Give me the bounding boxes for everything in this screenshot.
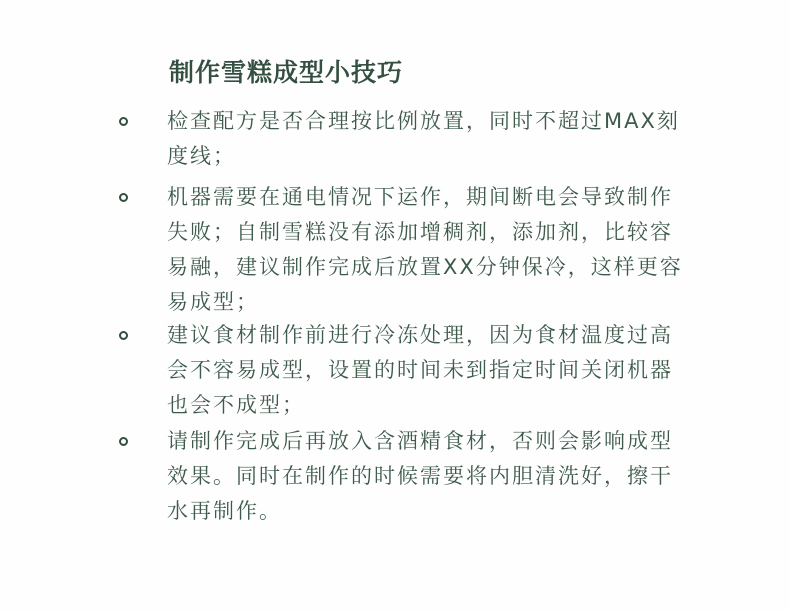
tip-line: 效果。同时在制作的时候需要将内胆清洗好，擦干 xyxy=(167,464,673,488)
bullet-circle-icon xyxy=(119,331,128,340)
tip-line: 也会不成型； xyxy=(167,393,305,417)
tip-line: 机器需要在通电情况下运作，期间断电会导致制作 xyxy=(167,185,673,209)
tip-line: 会不容易成型，设置的时间未到指定时间关闭机器 xyxy=(167,358,673,382)
bullet-circle-icon xyxy=(119,193,128,202)
tip-text xyxy=(167,180,727,320)
tip-line: 失败；自制雪糕没有添加增稠剂，添加剂，比较容 xyxy=(167,220,673,244)
tip-line: 建议食材制作前进行冷冻处理，因为食材温度过高 xyxy=(167,323,673,347)
tip-line: 水再制作。 xyxy=(167,499,282,523)
bullet-circle-icon xyxy=(119,437,128,446)
tip-text xyxy=(167,318,727,423)
tip-line: 度线； xyxy=(167,144,236,168)
tip-line: 易成型； xyxy=(167,290,259,314)
bullet-circle-icon xyxy=(119,117,128,126)
tip-line: 易融，建议制作完成后放置XX分钟保冷，这样更容 xyxy=(167,255,683,279)
tip-line: 检查配方是否合理按比例放置，同时不超过MAX刻 xyxy=(167,109,680,133)
page-title: 制作雪糕成型小技巧 xyxy=(169,58,404,87)
tip-text xyxy=(167,424,727,529)
tip-line: 请制作完成后再放入含酒精食材，否则会影响成型 xyxy=(167,429,673,453)
tip-text xyxy=(167,104,727,174)
